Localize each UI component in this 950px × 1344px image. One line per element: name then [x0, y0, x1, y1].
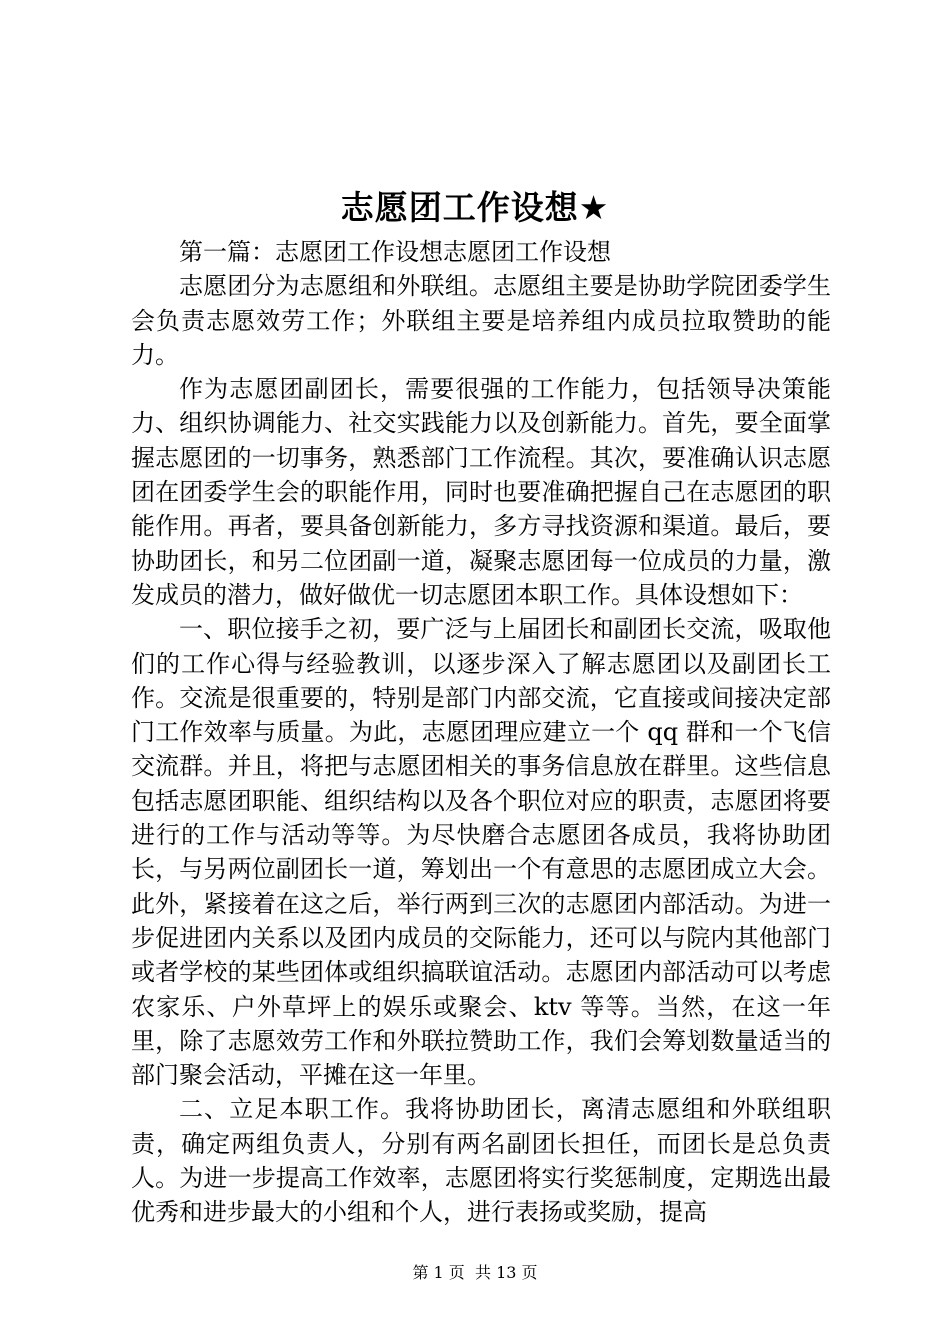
paragraph: 一、职位接手之初，要广泛与上届团长和副团长交流，吸取他们的工作心得与经验教训，以逐步深入了解志愿团以及副团长工作。交流是很重要的，特别是部门内部交流，它直接或间接决定部门工作效率与质量。为此，志愿团理应建立一个 qq 群和一个飞信交流群。并且，将把与志愿团相关的事务信息放在群里。这些信息包括志愿团职能、组织结构以及各个职位对应的职责，志愿团将要进行的工作与活动等等。为尽快磨合志愿团各成员，我将协助团长，与另两位副团长一道，筹划出一个有意思的志愿团成立大会。此外，紧接着在这之后，举行两到三次的志愿团内部活动。为进一步促进团内关系以及团内成员的交际能力，还可以与院内其他部门或者学校的某些团体或组织搞联谊活动。志愿团内部活动可以考虑农家乐、户外草坪上的娱乐或聚会、ktv 等等。当然，在这一年里，除了志愿效劳工作和外联拉赞助工作，我们会筹划数量适当的部门聚会活动，平摊在这一年里。 — [131, 615, 831, 1090]
page-footer — [0, 1262, 950, 1284]
paragraph-heading: 第一篇：志愿团工作设想志愿团工作设想 — [179, 238, 611, 266]
paragraph: 作为志愿团副团长，需要很强的工作能力，包括领导决策能力、组织协调能力、社交实践能力以及创新能力。首先，要全面掌握志愿团的一切事务，熟悉部门工作流程。其次，要准确认识志愿团在团委学生会的职能作用，同时也要准确把握自己在志愿团的职能作用。再者，要具备创新能力，多方寻找资源和渠道。最后，要协助团长，和另二位团副一道，凝聚志愿团每一位成员的力量，激发成员的潜力，做好做优一切志愿团本职工作。具体设想如下： — [131, 375, 831, 609]
paragraph: 二、立足本职工作。我将协助团长，离清志愿组和外联组职责，确定两组负责人，分别有两名副团长担任，而团长是总负责人。为进一步提高工作效率，志愿团将实行奖惩制度，定期选出最优秀和进步最大的小组和个人，进行表扬或奖励，提高 — [131, 1095, 831, 1227]
paragraph: 志愿团分为志愿组和外联组。志愿组主要是协助学院团委学生会负责志愿效劳工作；外联组主要是培养组内成员拉取赞助的能力。 — [131, 272, 831, 369]
page-title: 志愿团工作设想★ — [340, 188, 610, 227]
page-number: 第 1 页 — [412, 1263, 465, 1282]
page-total: 共 13 页 — [474, 1263, 538, 1282]
document-body — [131, 235, 831, 1230]
